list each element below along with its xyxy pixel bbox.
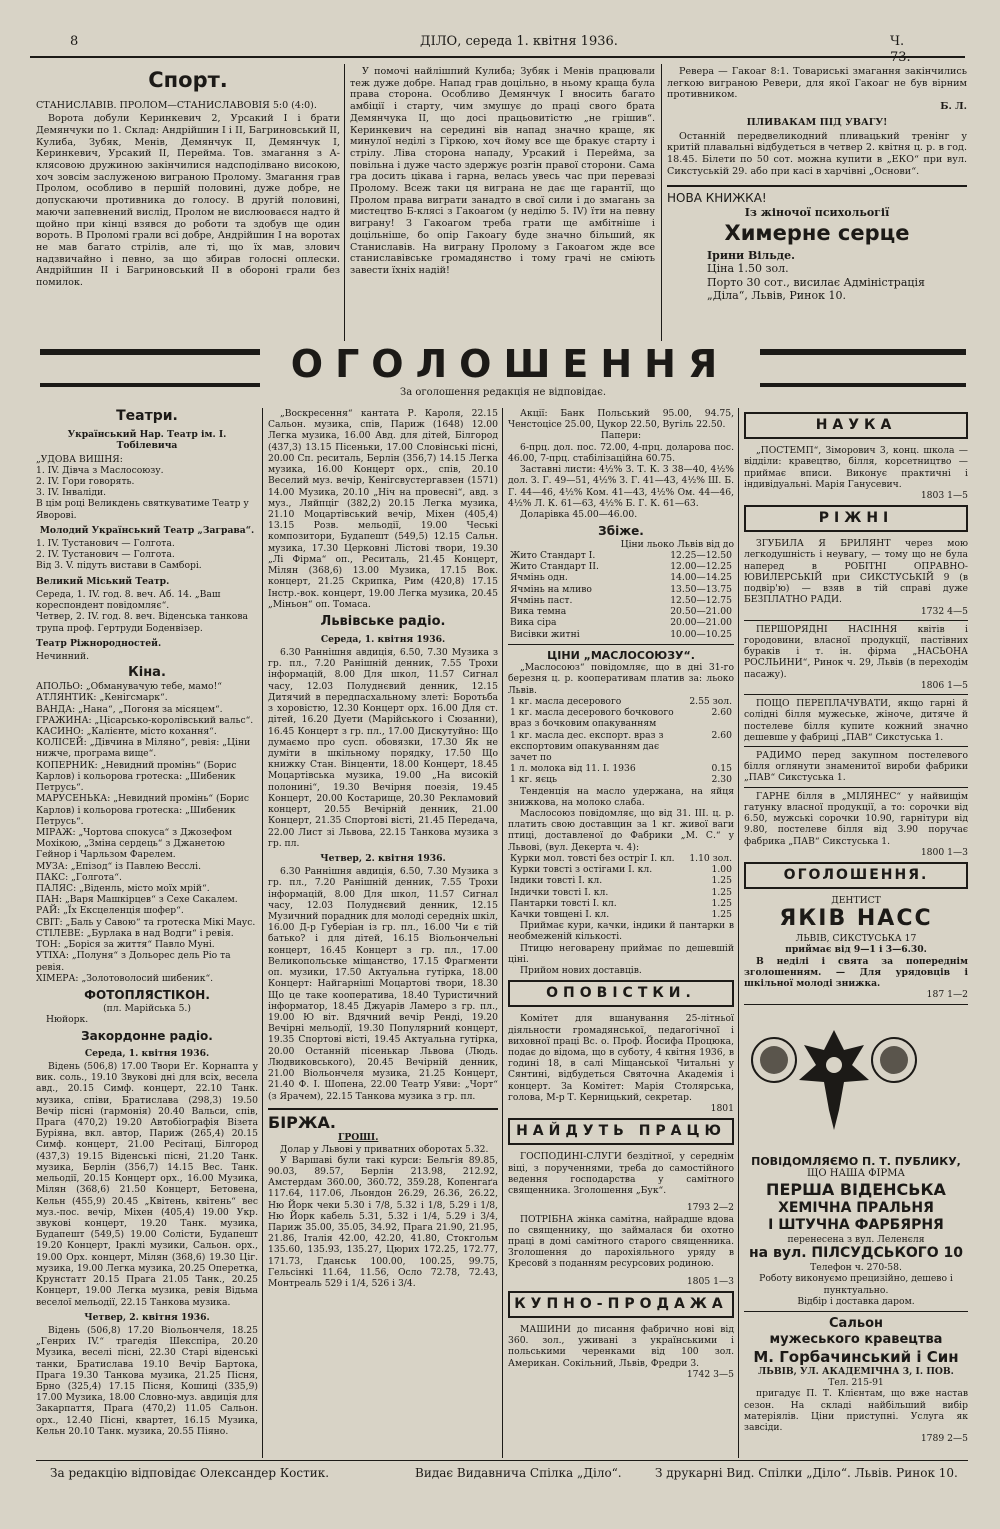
sport-text-3: Ревера — Гакоаг 8:1. Товариські змагання закінчились легкою виграною Ревери, для якої Гакоаг не був вірним противником. (667, 66, 967, 101)
radio-continued: „Воскресення“ кантата Р. Кароля, 22.15 Сальон. музика, спів, Париж (1648) 12.00 Легка музика, 16.00 Авд. для дітей, Білгород (437,3) 13.15 Пісеньки, 17.00 Словінські пісні, 20.00 Сп. реситаль, Берлін (356,7) 14.15 Легка музика, 16.00 Концерт орх., спів, 20.10 Веселий муз. вечір, Кенігсвустергавзен (1571) 14.00 Музика, 20.10 „Ніч на провесні“, авд. з муз., Ляйпціг (382,2) 20.15 Легка музика, 21.10 Моцартівський вечір, Міхен (405,4) 13.15 Розв. мельодії, 19.00 Чеські композитори, Будапешт (549,5) 12.15 Сальн. музика, 17.30 Церковні Лістові твори, 19.30 „Лі Фірма“ оп., Реситаль, 21.45 Концерт, Мілян (368,6) 13.00 Музика, 17.15 Вок. концерт, 21.25 Скрипка, Рим (420,8) 17.15 Інстр.-вок. концерт, 19.00 Легка музика, 20.45 „Міньон“ оп. Томаса. (268, 408, 498, 610)
item-price: 1.00 (711, 864, 732, 876)
table-row (508, 774, 734, 785)
theatre-1-line: 2. IV. Гори говорять. (36, 475, 135, 487)
table-row (508, 730, 734, 764)
dentist-address: ЛЬВІВ, СИКСТУСЬКА 17 (795, 933, 917, 945)
cinema-item: ПАН: „Варя Машкірцев“ з Сехе Сакалем. (36, 894, 238, 906)
table-row (508, 629, 734, 640)
misc-ad-5-number: 1800 1—3 (920, 846, 968, 858)
grain-head: Ціни льоко Львів від до (620, 538, 734, 550)
notices-number: 1801 (710, 1103, 734, 1115)
theatre-3-name: Великий Міський Театр. (36, 575, 170, 587)
laundry-name-1: ПЕРША ВІДЕНСЬКА (766, 1180, 946, 1200)
laundry-moved: перенесена з вул. Леленєля (787, 1233, 925, 1245)
theatre-2-name: Молодий Український Театр „Заграва“. (39, 524, 255, 536)
item-price: 1.10 зол. (689, 852, 732, 864)
foreign-radio-text-1: Відень (506,8) 17.00 Твори Ег. Корнапта у вик. соль., 19.10 Звукові дні для всіх, весела авд., 20.15 Симф. концерт, 22.10 Танк. музика, співи, Братислава (298,3) 19.50 Вечір пісні (гармонія) 20.40 Вальси, спів, Прага (470,2) 19.20 Автобіографія Візета Буріяна, вкл. автор, Париж (265,4) 20.15 Симф. концерт, 21.00 Ресітаці, Білгород (437,3) 19.15 Віденські пісні, 21.20 Танк. музика, Берлін (356,7) 14.15 Вес. Танк. мельодії, 20.15 Концерт орх., 16.00 Музика, Мілян (368,6) 21.50 Концерт, Бетовена, Кельн (455,9) 20.45 „Квітень, квітень“ вес муз.-пос. вечір, Міхен (405,4) 19.00 Укр. звукові концерт, 19.20 Танк. музика, Будапешт (549,5) 19.00 Солісти, Будапешт 19.20 Концерт, Іраклі музики, Сальон. орх., 19.00 Орх. концерт, Мілян (368,6) 19.30 Ціг. музика, 19.00 Легка музика, 20.25 Оперетка, Крунстатт 20.15 Прага 21.05 Танк., 20.25 Концерт, 19.00 Легка музика, ревія Відьма веселої мельодії, 22.15 Танкова музика. (36, 1060, 258, 1308)
fotoplastikon-address: (пл. Марійська 5.) (103, 1002, 191, 1014)
table-row (508, 696, 734, 707)
page-header (40, 34, 920, 65)
lviv-radio-text-1: 6.30 Раннішня авдиція, 6.50, 7.30 Музика з гр. пл., 7.20 Ранішній денник, 7.55 Трохи інформацій, 8.00 Для школ, 11.57 Сигнал часу, 12.03 Полуднєвий денник, 12.15 Дитячий в передпасхальному злеті: Боротьба з хоровістю, 12.30 Концерт орх. 16.00 Для ст. дітей, 16.20 Дуети (Марійського і Сюзанни), 16.45 Концерт з гр. пл., 17.00 Дискутуйно: Що думаємо про сусп. обовязки, 17.30 Як не думіти в шкільному порядку, 17.50 Що книжку Стан. Вінценти, 18.00 Концерт, 18.45 Моцартівська музика, 19.00 „На високій полонині“, 19.30 Вечірня поезія, 19.45 Концерт, 20.00 Костарище, 20.30 Рекламовий концерт, 20.55 Вечірній денник, 21.00 Концерт, 21.35 Спортові вісті, 21.45 Передача, 22.00 Лист зі Львова, 22.15 Танкова музика з гр. пл. (268, 647, 498, 849)
papers-title: Папери: (600, 430, 642, 442)
ad-rule (744, 1004, 968, 1005)
foreign-radio-title: Закордонне радіо. (81, 1029, 213, 1044)
lviv-radio-title: Львівське радіо. (320, 613, 446, 629)
ad-rule (744, 787, 968, 788)
theatre-1-line: 1. IV. Дівча з Маслосоюзу. (36, 464, 164, 476)
grain-price: 20.00—21.00 (670, 617, 732, 629)
table-row (508, 595, 734, 606)
foreign-radio-day-1: Середа, 1. квітня 1936. (84, 1047, 210, 1059)
book-author: Ірини Вільде. (707, 248, 795, 262)
cinema-item: ТОН: „Боріся за життя“ Павло Муні. (36, 939, 215, 951)
column-theatres (36, 408, 258, 1458)
item-price: 1.25 (711, 886, 732, 898)
theatre-2-line: 2. IV. Тустанович — Голгота. (36, 549, 175, 561)
table-row (508, 550, 734, 561)
item-price: 2.55 зол. (689, 695, 732, 707)
item-price: 0.15 (711, 763, 732, 775)
fotoplastikon-title: ФОТОПЛЯСТІКОН. (84, 988, 210, 1002)
sport-subtitle: СТАНИСЛАВІВ. ПРОЛОМ—СТАНИСЛАВОВІЯ 5:0 (4:0). (36, 99, 317, 111)
poultry-table (508, 853, 734, 920)
table-row (508, 584, 734, 595)
tailor-name: М. Горбачинський і Син (753, 1347, 959, 1366)
cinema-item: КАСИНО: „Калієнте, місто кохання“. (36, 725, 217, 737)
maslosoyuz-intro: „Маслосоюз“ повідомляє, що в дні 31-го березня ц. р. кооперативам платив за: льоко Львів. (508, 662, 734, 696)
butter-table (508, 696, 734, 786)
dentist-hours: приймає від 9—1 і 3—6.30. (785, 944, 927, 956)
cinema-list (36, 681, 258, 984)
exchange-section (268, 1108, 498, 1290)
table-row (508, 707, 734, 729)
cinema-title: Кіна. (128, 665, 166, 681)
cinema-item: ХІМЕРА: „Золотоволосий шибеник“. (36, 972, 214, 984)
maslosoyuz-text-2: Маслосоюз повідомляє, що від 31. ІІІ. ц. р. платить свою доставщин за 1 кг. живої ваги птиці, доставленої до Фабрики „М. С.“ у Львові, (вул. Декерта ч. 4): (508, 808, 734, 853)
science-title: НАУКА (744, 412, 968, 439)
column-markets (508, 408, 734, 1458)
grain-price: 12.50—12.75 (670, 594, 732, 606)
item-name: 1 кг. масла десерового (510, 695, 622, 707)
laundry-phone: Телефон ч. 270-58. (810, 1262, 902, 1274)
science-ad: „ПОСТЕМП“, Зіморович 3, конц. школа — відділи: кравецтво, білля, корсетництво — приймає вписи. Виконує практичні і індивідуальні. Марія Ганусевич. (744, 445, 968, 490)
book-label: НОВА КНИЖКА! (667, 191, 767, 206)
column-rule (502, 408, 503, 1458)
item-price: 2.60 (711, 729, 732, 741)
cinema-item: МІРАЖ: „Чортова спокуса“ з Джозефом Мохікою, „Зміна сердець“ з Джанетою Гейнор і Чарльзом Фарелем. (36, 826, 232, 861)
item-name: Індички товсті I. кл. (510, 886, 609, 898)
misc-ad-4: РАДИМО перед закупном постелевого білля оглянути знаменитої вироби фабрики „ПАВ“ Сикстуська 1. (744, 749, 968, 784)
grain-price: 12.00—12.25 (670, 561, 732, 573)
maslosoyuz-text-3: Приймає кури, качки, індики й пантарки в необмеженій кількості. (508, 920, 734, 943)
laundry-name-2: ХЕМІЧНА ПРАЛЬНЯ (778, 1199, 934, 1216)
table-row (508, 617, 734, 628)
theatre-1-line: 3. IV. Інваліди. (36, 487, 107, 499)
exchange-title: БІРЖА. (268, 1112, 336, 1132)
swim-text: Останній передвеликодний пливацький тренінг у критій плавальні відбудеться в четвер 2. квітня ц. р. в год. 18.45. Білети по 50 сот. можна купити в „ЕКО“ при вул. Сикстуській 29. або при касі в харчівні „Основи“. (667, 130, 967, 177)
lviv-radio-day-2: Четвер, 2. квітня 1936. (320, 852, 446, 864)
sport-column-1 (36, 66, 340, 341)
maslosoyuz-text-4: Птицю неговарену приймає по дешевшій ціні. (508, 942, 734, 965)
footer-editor: За редакцію відповідає Олександер Костик. (50, 1466, 330, 1480)
table-row (508, 864, 734, 875)
dentist-name: ЯКІВ НАСС (779, 906, 933, 932)
lviv-radio-day-1: Середа, 1. квітня 1936. (320, 633, 446, 645)
masthead: ДІЛО, середа 1. квітня 1936. (420, 34, 618, 49)
footer-publisher: Видає Видавнича Спілка „Діло“. (415, 1466, 622, 1480)
science-ad-number: 1803 1—5 (920, 489, 968, 501)
trade-ad-number: 1742 3—5 (686, 1368, 734, 1380)
grain-name: Вика темна (510, 606, 567, 618)
ads-title: ОГОЛОШЕННЯ (260, 341, 760, 387)
sport-title: Спорт. (148, 68, 228, 92)
dentist-note: В неділі і свята за попереднім зголошенням. — Для урядовців і шкільної молоді знижка. (744, 955, 968, 989)
notices-text: Комітет для вшанування 25-літньої діяльности громадянської, педагогічної і виховної праці Вс. о. Проф. Йосифа Процюка, подає до відома, що в суботу, 4 квітня 1936, в годині 18, в салі Міщанської Читальні у Сянтині, відбудеться Святочна Академія і концерт. За Комітет: Марія Столярська, голова, М-р Т. Керницький, секретар. (508, 1013, 734, 1103)
cinema-item: РАЙ: „Їх Ексцеленція шофер“. (36, 905, 184, 917)
ad-rule (744, 746, 968, 747)
column-ads (744, 408, 968, 1458)
maslosoyuz-text-5: Прийом нових доставців. (520, 965, 642, 977)
cinema-item: КОЛІСЕЙ: „Дівчина в Міляно“, ревія: „Ціни нижче, програма вище“. (36, 737, 251, 760)
trade-ad: МАШИНИ до писання фабрично нові від 360. зол., уживані з українськими і польськими черенками від 100 зол. Американ. Сокільний, Львів, Фредри 3. (508, 1323, 734, 1369)
header-rule (30, 56, 965, 58)
eagle-emblem-icon (744, 1015, 924, 1145)
theatre-1-line: В цім році Великдень святкуватиме Театр у Яворові. (36, 498, 249, 521)
grain-price: 10.00—10.25 (670, 628, 732, 640)
book-series: Із жіночої психольогії (744, 205, 890, 219)
dentist-number: 187 1—2 (926, 989, 968, 1001)
tailor-text: пригадує П. Т. Клієнтам, що вже настав сезон. На складі найбільший вибір матеріялів. Ціни приступні. Услуга як завсіди. (744, 1388, 968, 1434)
item-price: 1.25 (711, 897, 732, 909)
sport-signature: Б. Л. (940, 101, 967, 113)
cinema-item: СТІЛЕВЕ: „Бурлака в над Водги“ і ревія. (36, 927, 234, 939)
column-radio (268, 408, 498, 1458)
grain-price: 13.50—13.75 (670, 583, 732, 595)
misc-ad-2: ПЕРШОРЯДНІ НАСІННЯ квітів і городовини, власної продукції, пастівних бураків і т. ін. фірма „НАСЬОНА РОСЛЬИНИ“, Ринок ч. 29, Львів (в переходім пасажу). (744, 623, 968, 680)
exchange-sub: ГРОШІ. (338, 1132, 379, 1144)
ad-rule (744, 620, 968, 621)
item-name: 1 л. молока від 11. І. 1936 (510, 763, 636, 775)
item-price: 2.60 (711, 707, 732, 719)
sport-column-2 (350, 66, 655, 341)
grain-note: Тенденція на масло удержана, на яйця знижкова, на молоко слаба. (508, 785, 734, 808)
item-name: Пантарки товсті I. кл. (510, 897, 617, 909)
book-title: Химерне серце (724, 221, 910, 246)
grain-price: 14.00—14.25 (670, 572, 732, 584)
grain-name: Вика сіра (510, 617, 557, 629)
grain-title: Збіже. (598, 524, 644, 539)
grain-price: 20.50—21.00 (670, 606, 732, 618)
lviv-radio-text-2: 6.30 Раннішня авдиція, 6.50, 7.30 Музика з гр. пл., 7.20 Ранішній денник, 7.55 Трохи інформацій, 8.00 Для школ, 11.57 Сигнал часу, 12.03 Полуднєвий денник, 12.15 Музичний порадник для молоді середніх шкіл, 16.00 Д-р Губеріан із гр. пл., 16.00 Чи є тій батько? і для дітей, 16.15 Віольончельні концерт, 16.45 Концерт з гр. пл., 17.00 Великопольське міщанство, 17.15 Фрагменти оп. музики, 17.50 Актуальна гутірка, 18.00 Концерт: Найгарніші Моцартові твори, 18.30 Що це таке кооператива, 18.40 Туристичний інформатор, 18.45 Джуарів Ламеро з гр. пл., 19.00 Ю віт. Вдячний вечір Ренді, 19.20 Вечірні мельодії, 19.30 Популярний концерт, 19.35 Спортові вісті, 19.45 Актуальна гутірка, 20.00 Останній пісенькар Львова (Людь. Людвиковського), 20.45 Вечірній денник, 21.00 Віольончеля музика, 21.25 Концерт, 21.40 Ф. І. Шопена, 22.00 Театр Уяви: „Чорт“ (з Ярачем), 22.15 Танкова музика з гр. пл. (268, 866, 498, 1102)
tailor-address: ЛЬВІВ, УЛ. АКАДЕМІЧНА 3, І. ПОВ. (758, 1366, 954, 1378)
book-postage: Порто 30 сот., висилає Адміністрація „Діла“, Львів, Ринок 10. (707, 275, 925, 303)
misc-ad-1: ЗГУБИЛА Я БРИЛЯНТ через мою легкодушність і неувагу, — тому що не була наперед в РОБІТНІ ОПРАВНО-ЮВИЛЕРСЬКІЙ при СИКСТУСЬКІЙ 9 (в подвір'ю) — взяв в тій справі дуже БЕЗПЛАТНО РАДИ. (744, 538, 968, 606)
table-row (508, 606, 734, 617)
jobs-ad-2-number: 1805 1—3 (686, 1275, 734, 1287)
item-name: Курки мол. товсті без остріг I. кл. (510, 852, 675, 864)
theatre-2-line: 1. IV. Тустанович — Голгота. (36, 538, 175, 550)
book-ad (667, 185, 967, 302)
table-row (508, 561, 734, 572)
theatre-4-line: Нечинний. (36, 651, 90, 663)
maslosoyuz-title: ЦІНИ „МАСЛОСОЮЗУ“. (547, 648, 695, 662)
column-rule (344, 64, 345, 344)
notices-title: ОПОВІСТКИ. (508, 980, 734, 1007)
cinema-item: ПАЛЯС: „Віденль, місто моїх мрій“. (36, 883, 210, 895)
misc-ad-5: ГАРНЕ білля в „МІЛЯНЕС“ у найвищім гатунку власної продукції, а то: сорочки від 6.50, мужські сорочки 10.90, гарнітури від 9.80, постелеве білля від 3.90 поручає фабрика „ПАВ“ Сикстуська 1. (744, 790, 968, 847)
cinema-item: ГРАЖИНА: „Цісарсько-королівський вальс“. (36, 714, 254, 726)
item-price: 1.25 (711, 909, 732, 920)
theatre-3-line: Четвер, 2. IV. год. 8. веч. Віденська танкова трупа проф. Гертруди Боденвізер. (36, 611, 248, 634)
jobs-ad-1-number: 1793 2—2 (686, 1202, 734, 1214)
jobs-ad-2: ПОТРІБНА жінка самітна, найрадше вдова по священнику, що займалася би охотно праці в домі самітного старого священника. Зголошення до парохіяльного уряду в Кресовй з поданням ресурсових родиною. (508, 1213, 734, 1270)
tailor-line-2: мужеського кравецтва (769, 1331, 943, 1347)
item-name: 1 кг. яєць (510, 774, 558, 786)
tailor-phone: Тел. 215-91 (828, 1377, 884, 1389)
section-rule (508, 644, 734, 645)
jobs-title: НАЙДУТЬ ПРАЦЮ (508, 1118, 734, 1145)
grain-table (508, 550, 734, 640)
misc-ad-3: ПОЩО ПЕРЕПЛАЧУВАТИ, якщо гарні й солідні білля мужеське, жіноче, дитяче й постелеве білля купите кожний значно дешевше у фабриці „ПАВ“ Сикстуська 1. (744, 698, 968, 743)
item-name: Качки товщені I. кл. (510, 909, 610, 920)
page-number: 8 (70, 34, 79, 49)
laundry-line-2: ЩО НАША ФІРМА (806, 1168, 906, 1179)
table-row (508, 898, 734, 909)
trade-title: КУПНО-ПРОДАЖА (508, 1291, 734, 1318)
tailor-number: 1789 2—5 (920, 1433, 968, 1445)
ads-subtitle: За оголошення редакція не відповідає. (399, 387, 607, 398)
table-row (508, 572, 734, 583)
table-row (508, 887, 734, 898)
column-rule (738, 408, 739, 1458)
sport-text-2: У помочі найлішпий Кулиба; Зубяк і Менів працювали теж дуже добре. Напад грав доцільно, в ньому краща була права сторона. Особливо Демянчук І вносить багато амбіції і старту, чим змушує до праці свого брата Демянчука II, що досі працьовитістю „не грішив“. Керинкевич на середині вів напад значно краще, як минулої неділі з Гіркою, хоч йому все ще бракує старту і стрілу. Ліва сторона нападу, Урсакий і Перейма, за повільна і дуже часто здержує розгін правої сторони. Сама гра досить цікава і гарна, велась увесь час при перевазі Пролому. Всеж таки ця виграна не дає ще гарантії, що Пролом права виграти занадто в свої сили і до змагань за мистецтво Б-клясі з Гакоагом (у неділю 5. IV) їти на певну виграну! З Гакоагом треба грати ще амбітніше і доцільніше, бо опір Гакоагу буде значно більший, як Станиславів. На виграну Пролому з Гакоагом жде все станиславівське громадянство і тому грачі не сміють завести їхніх надій! (350, 66, 655, 276)
tailor-line-1: Сальон (829, 1316, 883, 1332)
table-row (508, 853, 734, 864)
cinema-item: УТІХА: „Полуня“ з Дольорес дель Ріо та ревія. (36, 950, 231, 973)
issue-number: Ч. 73. (890, 34, 911, 65)
laundry-text: Роботу виконуємо прецизійно, дешево і пунктуально. (759, 1273, 953, 1296)
cinema-item: МАРУСЕНЬКА: „Невидний промінь“ (Борис Карлов) і кольорова гротеска: „Шибеник Петрусь“. (36, 793, 250, 827)
cinema-item: СВІТ: „Баль у Савою“ та гротеска Мікі Маус. (36, 916, 256, 928)
cinema-item: ПАКС: „Голгота“. (36, 871, 122, 883)
swim-title: ПЛИВАКАМ ПІД УВАГУ! (746, 116, 888, 128)
cinema-item: АПОЛЬО: „Обманувачую тебе, мамо!“ (36, 681, 222, 693)
grain-name: Ячмінь на мливо (510, 583, 592, 595)
theatre-1-name: Український Нар. Театр ім. І. Тобілевича (67, 429, 227, 452)
misc-ad-1-number: 1732 4—5 (920, 605, 968, 617)
misc-title: РІЖНІ (744, 505, 968, 532)
grain-name: Жито Стандарт II. (510, 561, 599, 573)
stocks-text-3: Заставні листи: 4½% З. Т. К. 3 38—40, 4½% дол. З. Г. 49—51, 4½% З. Г. 41—43, 4½% Ш. Б. Г. 44—46, 4½% Ком. 41—43, 4½% Ом. 44—46, 4½% Л. К. 61—63, 4½% Б. Г. К. 61—63. (508, 464, 734, 509)
grain-name: Ячмінь одн. (510, 572, 568, 584)
item-name: 1 кг. масла дес. експорт. враз з експортовим опакуванням дає зачет по (510, 729, 664, 763)
footer-printer: З друкарні Вид. Спілки „Діло“. Львів. Ринок 10. (655, 1466, 958, 1480)
item-name: Індики товсті I. кл. (510, 875, 603, 887)
cinema-item: АТЛЯНТИК: „Кенігсмарк“. (36, 692, 168, 704)
item-name: 1 кг. масла десерового бочкового враз з бочковим опакуванням (510, 707, 674, 730)
column-rule (262, 408, 263, 1458)
fotoplastikon-line: Нюйорк. (46, 1013, 89, 1025)
table-row (508, 875, 734, 886)
ad-rule (744, 694, 968, 695)
column-rule (661, 64, 662, 344)
item-price: 1.25 (711, 875, 732, 887)
laundry-name-3: І ШТУЧНА ФАРБЯРНЯ (768, 1216, 944, 1233)
stocks-text-2: 6-прц. дол. пос. 72.00, 4-прц. доларова пос. 46.00, 7-прц. стабілізаційна 60.75. (508, 441, 734, 464)
sport-text-1: Ворота добули Керинкевич 2, Урсакий І і брати Демянчуки по 1. Склад: Андрійшин І і ІІ, Багриновський II, Кулиба, Зубяк, Менів, Демянчук II, Демянчук І, Керинкевич, Урсакий II, Перейма. Тов. змагання з А-клясовою дружиною закінчилися надсподілвано високою, хоч зовсім заслуженою виграною Пролому. Змагання грав Пролом, особливо в першій половині, дуже добре, не допускаючи противника до голосу. В другій половині, маючи запевнений вислід, Пролом не вислюоваєся надто й щойно при кінці взявся до роботи та здобув ще один вороть. В Проломі грали всі добре, Андрійшин І на воротах не мав багато стрілів, але ті, що їх мав, злович надзвичайно і певно, за що збирав голосні оплески. Андрійшин II і Багриновський II в обороні грали без помилок. (36, 113, 340, 289)
table-row (508, 909, 734, 920)
book-price: Ціна 1.50 зол. (707, 262, 789, 276)
grain-name: Ячмінь паст. (510, 594, 573, 606)
theatre-4-name: Театр Ріжнородностей. (36, 637, 162, 649)
laundry-line-1: ПОВІДОМЛЯЄМО П. Т. ПУБЛИКУ, (751, 1154, 961, 1168)
exchange-text-1: Долар у Львові у приватних оборотах 5.32. (280, 1143, 489, 1155)
sport-column-3 (667, 66, 967, 341)
ads-banner (40, 343, 966, 403)
item-price: 2.30 (711, 774, 732, 786)
jobs-ad-1: ГОСПОДИНІ-СЛУГИ бездітної, у середнім віці, з порученнями, треба до самостійного ведення господарства у самітного священника. Зголошення „Бук“. (508, 1151, 734, 1197)
table-row (508, 763, 734, 774)
dentist-label: ДЕНТИСТ (831, 895, 881, 907)
cinema-item: ВАНДА: „Нана“, „Погоня за місяцем“. (36, 703, 223, 715)
theatre-3-line: Середа, 1. IV. год. 8. веч. Аб. 14. „Ваш кореспондент повідомляє“. (36, 588, 221, 612)
grain-name: Висівки житні (510, 628, 580, 640)
misc-ad-2-number: 1806 1—5 (920, 679, 968, 691)
theatres-title: Театри. (116, 408, 178, 424)
laundry-text-2: Відбір і доставка даром. (797, 1295, 915, 1307)
stocks-text-1: Акції: Банк Польський 95.00, 94.75, Ченстоцісе 25.00, Цукор 22.50, Вугіль 22.50. (508, 408, 734, 431)
item-name: Курки товсті з остігами I. кл. (510, 864, 653, 876)
theatre-1-show: „УДОВА ВИШНЯ: (36, 453, 123, 465)
ad-rule (744, 1311, 968, 1312)
foreign-radio-day-2: Четвер, 2. квітня 1936. (84, 1311, 210, 1323)
exchange-text-2: У Варшаві були такі курси: Бельгія 89.85, 90.03, 89.57, Берлін 213.98, 212.92, Амстердам 360.00, 360.72, 359.28, Копенгаґа 117.64, 117.06, Льондон 26.29, 26.36, 26.22, Ню Йорк чеки 5.30 і 7/8, 5.32 і 1/8, 5.29 і 1/8, Ню Йорк кабель 5.31, 5.32 і 1/4, 5.29 і 3/4, Париж 35.00, 35.05, 34.92, Прага 21.90, 21.95, 21.86, Італія 42.00, 42.20, 41.80, Стокгольм 135.60, 135.93, 135.27, Цюрих 172.25, 172.77, 171.73, Гданськ 100.00, 100.25, 99.75, Гельсінкі 11.64, 11.56, Осло 72.78, 72.43, Монтреаль 529 і 1/4, 526 і 3/4. (268, 1154, 498, 1290)
footer-rule (36, 1460, 968, 1461)
grain-price: 12.25—12.50 (670, 550, 732, 562)
announce-title: ОГОЛОШЕННЯ. (744, 862, 968, 889)
grain-name: Жито Стандарт І. (510, 550, 596, 562)
foreign-radio-text-2: Відень (506,8) 17.20 Віольончеля, 18.25 „Генрих IV.“ трагедія Шекспіра, 20.20 Музика, веселі пісні, 22.30 Старі віденські танки, Братислава 19.10 Вечір Бартока, Прага 19.30 Танкова музика, 21.25 Пісня, Брно (325,4) 17.15 Пісня, Кошиці (335,9) 17.00 Музика, 18.00 Словно-муз. авдиція для Закарпаття, Прага (470,2) 11.05 Сальон. орх., 12.40 Пісні, квартет, 16.15 Музика, Кельн 20.10 Танк. музика, 20.55 Піяно. (36, 1324, 258, 1437)
dollar-rate: Доларівка 45.00—46.00. (520, 508, 638, 520)
cinema-item: КОПЕРНИК: „Невидний промінь“ (Борис Карлов) і кольорова гротеска: „Шибеник Петрусь“. (36, 759, 237, 794)
cinema-item: МУЗА: „Епізод“ із Павлею Весслі. (36, 860, 201, 872)
laundry-street: на вул. ПІЛСУДСЬКОГО 10 (749, 1245, 963, 1262)
theatre-2-line: Від 3. V. підуть вистави в Самборі. (36, 560, 202, 572)
